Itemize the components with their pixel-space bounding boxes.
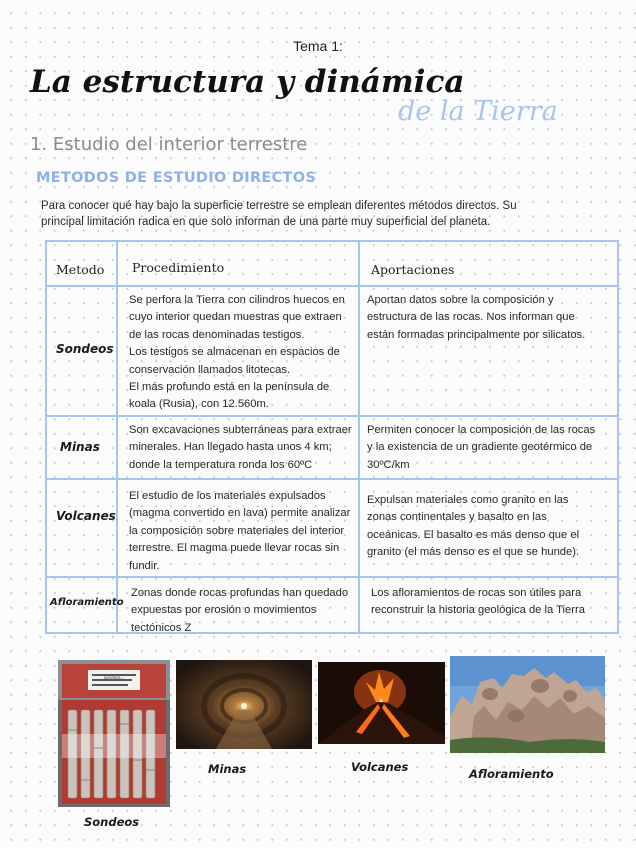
row-label-afloramiento: Afloramiento xyxy=(50,597,124,608)
cell-contribution-afloramiento xyxy=(371,585,601,620)
cell-contribution-sondeos xyxy=(367,292,597,344)
table-header-method: Metodo xyxy=(56,262,105,277)
cell-procedure-afloramiento xyxy=(131,585,356,637)
subsection-heading: METODOS DE ESTUDIO DIRECTOS xyxy=(36,170,317,186)
table-divider xyxy=(47,415,617,417)
sign-text: Sondeos... xyxy=(103,675,125,680)
cell-text: El más profundo está en la península de koala (Rusia), con 12.560m. xyxy=(129,381,330,411)
table-header-contribution: Aportaciones xyxy=(371,262,455,277)
volcano-image xyxy=(318,662,445,744)
row-label-sondeos: Sondeos xyxy=(56,342,114,356)
table-divider xyxy=(116,242,118,632)
section-heading: 1. Estudio del interior terrestre xyxy=(30,134,308,155)
cell-text: Permiten conocer la composición de las rocas y la existencia de un gradiente geotérmico de 30ºC/km xyxy=(367,424,596,471)
cell-procedure-sondeos xyxy=(129,292,354,414)
rock-outcrop-image xyxy=(450,656,605,753)
page-title-accent: de la Tierra xyxy=(398,96,558,127)
photo-afloramiento xyxy=(450,656,605,753)
photo-volcanes xyxy=(318,662,445,744)
cell-text: Expulsan materiales como granito en las zonas continentales y basalto en las oceánicas. El basalto es más denso que el granito (el más denso es el que se hunde). xyxy=(367,494,580,559)
cell-contribution-volcanes xyxy=(367,492,597,562)
cell-text: Aportan datos sobre la composición y estructura de las rocas. Nos informan que están formadas principalmente por silicatos. xyxy=(367,294,586,341)
row-label-volcanes: Volcanes xyxy=(56,509,116,523)
caption-afloramiento: Afloramiento xyxy=(469,767,554,781)
table-divider xyxy=(358,242,360,632)
cell-procedure-minas xyxy=(129,422,354,474)
subject-label: Tema 1: xyxy=(293,38,343,54)
mine-tunnel-image xyxy=(176,660,312,749)
table-divider xyxy=(47,285,617,287)
caption-sondeos: Sondeos xyxy=(84,815,140,829)
intro-paragraph: Para conocer qué hay bajo la superficie terrestre se emplean diferentes métodos directos. Su principal limitación radica en que solo informan de una parte muy superficial del planeta. xyxy=(41,200,517,228)
cell-text: Los testigos se almacenan en espacios de conservación llamados litotecas. xyxy=(129,346,340,376)
photo-sondeos xyxy=(58,660,170,807)
row-label-minas: Minas xyxy=(60,440,100,454)
table-divider xyxy=(47,576,617,578)
page-title: La estructura y dinámica xyxy=(30,64,465,100)
caption-volcanes: Volcanes xyxy=(351,760,409,774)
cell-contribution-minas xyxy=(367,422,597,474)
caption-minas: Minas xyxy=(208,762,247,776)
cell-procedure-volcanes xyxy=(129,488,354,575)
cell-text: Zonas donde rocas profundas han quedado expuestas por erosión o movimientos tectónicos Z xyxy=(131,587,349,634)
cell-text: Son excavaciones subterráneas para extraer minerales. Han llegado hasta unos 4 km; donde la temperatura ronda los 60ºC xyxy=(129,424,352,471)
cell-text: Se perfora la Tierra con cilindros huecos en cuyo interior quedan muestras que extraen de las rocas denominadas testigos. xyxy=(129,294,345,341)
methods-table xyxy=(45,240,619,634)
table-divider xyxy=(47,478,617,480)
cell-text: Los afloramientos de rocas son útiles para reconstruir la historia geológica de la Tierra xyxy=(371,587,585,617)
table-header-procedure: Procedimiento xyxy=(132,260,225,275)
photo-minas xyxy=(176,660,312,749)
core-samples-image xyxy=(58,660,170,807)
cell-text: El estudio de los materiales expulsados (magma convertido en lava) permite analizar la composición sobre materiales del interior terrestre. El magma puede llevar rocas sin fundir. xyxy=(129,490,351,572)
